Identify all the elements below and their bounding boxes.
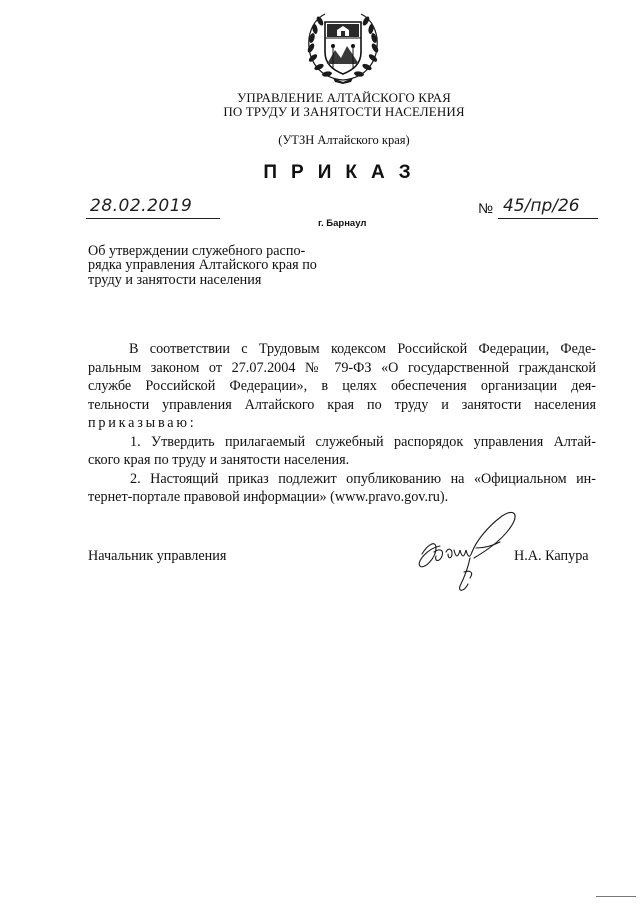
signer-name: Н.А. Капура [514,548,589,564]
body-line: службе Российской Федерации», в целях обеспечения организации дея- [88,378,596,394]
page-edge-mark [596,896,636,897]
document-number: 45/пр/26 [503,196,580,216]
subject-line: Об утверждении служебного распо- [88,243,306,259]
document-date-field [86,196,220,219]
order-item-2: 2. Настоящий приказ подлежит опубликованию на «Официальном ин- [130,470,596,487]
order-item-1: 1. Утвердить прилагаемый служебный распорядок управления Алтай- [130,433,596,450]
body-line: ральным законом от 27.07.2004 № 79-ФЗ «О государственной гражданской [88,359,596,376]
document-subject [88,244,338,287]
document-type-title: ПРИКАЗ [263,162,425,183]
signer-position: Начальник управления [88,548,227,564]
document-number-label: № [478,200,494,216]
document-date: 28.02.2019 [90,196,193,216]
document-number-field [498,196,598,219]
document-place: г. Барнаул [318,218,367,229]
organization-name-line1: УПРАВЛЕНИЕ АЛТАЙСКОГО КРАЯ [237,90,451,105]
organization-abbreviation: (УТЗН Алтайского края) [278,133,410,147]
coat-of-arms-icon [299,8,387,84]
order-item-2-continuation: тернет-портале правовой информации» (www.pravo.gov.ru). [88,489,449,505]
body-line: В соответствии с Трудовым кодексом Российской Федерации, Феде- [129,341,596,357]
document-body [88,340,596,507]
subject-line: рядка управления Алтайского края по [88,257,317,274]
body-line-order-word: приказываю: [88,415,197,431]
signature-icon [414,508,526,600]
subject-line: труду и занятости населения [88,271,262,288]
organization-name-line2: ПО ТРУДУ И ЗАНЯТОСТИ НАСЕЛЕНИЯ [223,104,465,119]
order-item-1-continuation: ского края по труду и занятости населения. [88,452,350,468]
body-line: тельности управления Алтайского края по труду и занятости населения [88,396,596,413]
